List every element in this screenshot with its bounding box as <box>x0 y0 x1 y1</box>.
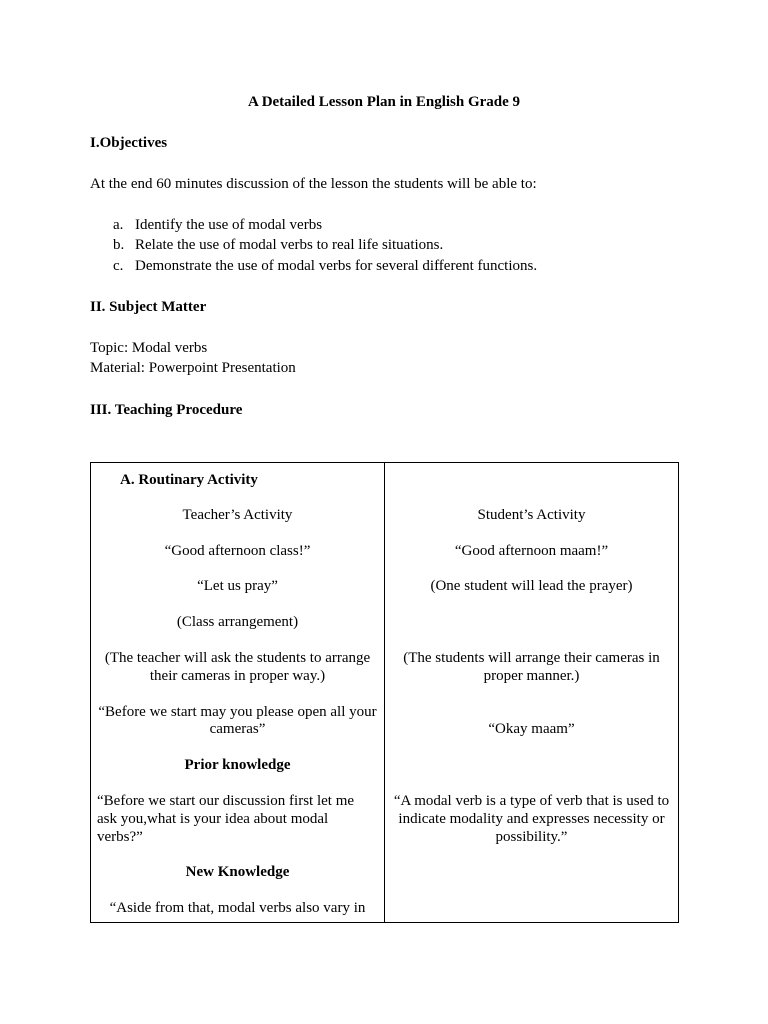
objective-text: Identify the use of modal verbs <box>135 217 323 233</box>
objective-text: Demonstrate the use of modal verbs for several different functions. <box>135 258 538 274</box>
student-arrange-line-1: (The students will arrange their cameras in <box>403 650 660 666</box>
new-knowledge-heading: New Knowledge <box>185 864 290 880</box>
teaching-procedure-heading: III. Teaching Procedure <box>90 402 243 418</box>
student-answer-line-2: indicate modality and expresses necessity or <box>398 811 665 827</box>
student-column <box>385 463 679 923</box>
list-marker: b. <box>113 237 125 253</box>
teacher-cameras-line-1: “Before we start may you please open all your <box>98 704 377 720</box>
teacher-prior-line-3: verbs?” <box>97 829 143 845</box>
student-prayer: (One student will lead the prayer) <box>430 578 633 594</box>
teacher-column <box>91 463 385 923</box>
objective-item <box>113 236 443 254</box>
subject-matter-heading: II. Subject Matter <box>90 299 207 315</box>
topic-line: Topic: Modal verbs <box>90 340 208 356</box>
teacher-greeting: “Good afternoon class!” <box>164 543 311 559</box>
objective-text: Relate the use of modal verbs to real life situations. <box>135 237 444 253</box>
teacher-cameras-line-2: cameras” <box>209 721 266 737</box>
list-marker: a. <box>113 217 124 233</box>
teacher-activity-header: Teacher’s Activity <box>182 507 293 523</box>
routinary-activity-heading: A. Routinary Activity <box>120 472 258 488</box>
objective-item <box>113 216 322 234</box>
teacher-prior-line-2: ask you,what is your idea about modal <box>97 811 329 827</box>
teacher-class-arrangement: (Class arrangement) <box>176 614 299 630</box>
material-line: Material: Powerpoint Presentation <box>90 360 296 376</box>
teacher-new-line-1: “Aside from that, modal verbs also vary in <box>109 900 366 916</box>
objectives-intro: At the end 60 minutes discussion of the lesson the students will be able to: <box>90 176 537 192</box>
student-okay: “Okay maam” <box>488 721 575 737</box>
list-marker: c. <box>113 258 124 274</box>
objective-item <box>113 257 537 275</box>
student-answer-line-1: “A modal verb is a type of verb that is used to <box>393 793 670 809</box>
teacher-prior-line-1: “Before we start our discussion first let me <box>97 793 355 809</box>
prior-knowledge-heading: Prior knowledge <box>184 757 291 773</box>
student-greeting: “Good afternoon maam!” <box>454 543 609 559</box>
teacher-arrange-line-1: (The teacher will ask the students to arrange <box>104 650 371 666</box>
student-arrange-line-2: proper manner.) <box>483 668 580 684</box>
document-title: A Detailed Lesson Plan in English Grade 9 <box>247 94 521 110</box>
procedure-table <box>90 462 679 923</box>
student-answer-line-3: possibility.” <box>495 829 568 845</box>
objectives-heading: I.Objectives <box>90 135 168 151</box>
teacher-arrange-line-2: their cameras in proper way.) <box>149 668 326 684</box>
student-activity-header: Student’s Activity <box>477 507 586 523</box>
teacher-pray: “Let us pray” <box>197 578 278 594</box>
